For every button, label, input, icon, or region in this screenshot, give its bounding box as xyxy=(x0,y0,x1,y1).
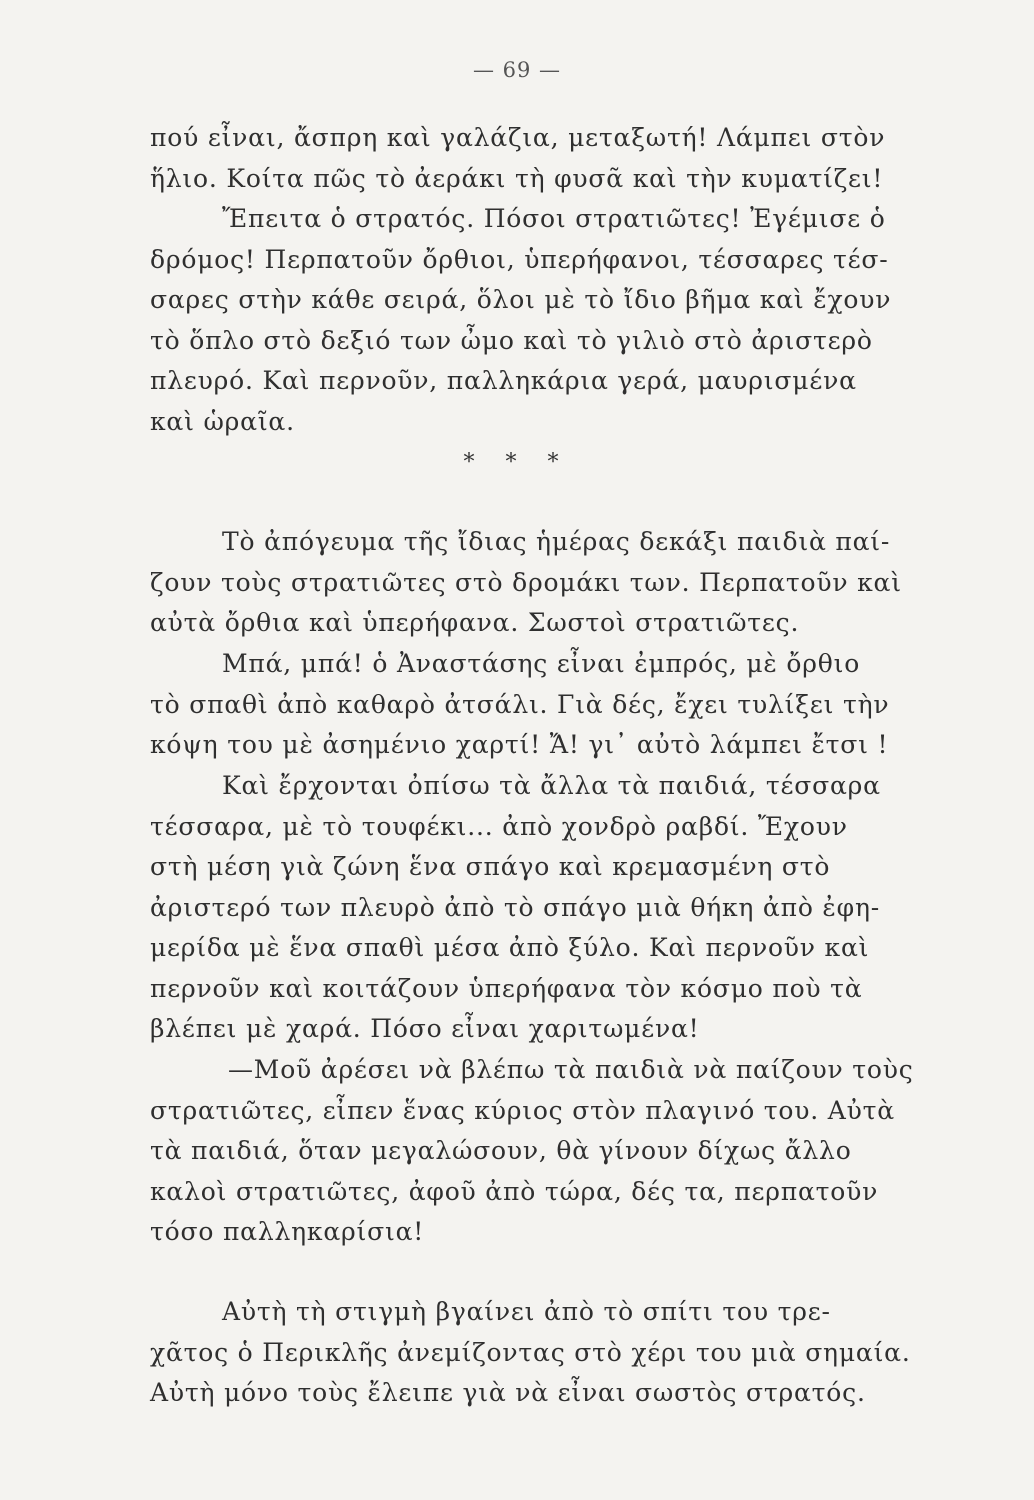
text-line: τὸ σπαθὶ ἀπὸ καθαρὸ ἀτσάλι. Γιὰ δές, ἔχει τυλίξει τὴν xyxy=(150,689,890,719)
text-line: σαρες στὴν κάθε σειρά, ὅλοι μὲ τὸ ἴδιο βῆμα καὶ ἔχουν xyxy=(150,285,892,314)
text-line: ζουν τοὺς στρατιῶτες στὸ δρομάκι των. Περπατοῦν καὶ xyxy=(150,567,902,597)
text-line: καλοὶ στρατιῶτες, ἀφοῦ ἀπὸ τώρα, δές τα, περπατοῦν xyxy=(150,1176,879,1206)
text-line: πού εἶναι, ἄσπρη καὶ γαλάζια, μεταξωτή! Λάμπει στὸν xyxy=(150,123,886,152)
text-line: —Μοῦ ἀρέσει νὰ βλέπω τὰ παιδιὰ νὰ παίζουν τοὺς xyxy=(228,1055,914,1084)
text-line: Αὐτὴ τὴ στιγμὴ βγαίνει ἀπὸ τὸ σπίτι του τρε- xyxy=(222,1297,831,1326)
text-line: στρατιῶτες, εἶπεν ἕνας κύριος στὸν πλαγινό του. Αὐτὰ xyxy=(150,1095,895,1125)
paragraph-6 xyxy=(150,1050,914,1253)
text-line: Μπά, μπά! ὁ Ἀναστάσης εἶναι ἐμπρός, μὲ ὄρθιο xyxy=(222,649,861,678)
text-line: ἀριστερό των πλευρὸ ἀπὸ τὸ σπάγο μιὰ θήκη ἀπὸ ἐφη- xyxy=(150,892,880,922)
text-line: τὰ παιδιά, ὅταν μεγαλώσουν, θὰ γίνουν δίχως ἄλλο xyxy=(150,1136,852,1165)
text-line: τόσο παλληκαρίσια! xyxy=(150,1217,425,1246)
text-line: τέσσαρα, μὲ τὸ τουφέκι... ἀπὸ χονδρὸ ραβδί. Ἔχουν xyxy=(150,811,848,841)
paragraph-3 xyxy=(150,522,910,644)
text-line: στὴ μέση γιὰ ζώνη ἕνα σπάγο καὶ κρεμασμένη στὸ xyxy=(150,852,831,881)
text-line: Καὶ ἔρχονται ὀπίσω τὰ ἄλλα τὰ παιδιά, τέσσαρα xyxy=(222,771,881,800)
text-line: καὶ ὡραῖα. xyxy=(150,406,295,436)
text-line: βλέπει μὲ χαρά. Πόσο εἶναι χαριτωμένα! xyxy=(150,1014,700,1043)
text-line: Ἔπειτα ὁ στρατός. Πόσοι στρατιῶτες! Ἐγέμισε ὁ xyxy=(222,204,886,233)
text-line: αὐτὰ ὄρθια καὶ ὑπερήφανα. Σωστοὶ στρατιῶτες. xyxy=(150,608,800,637)
text-line: Τὸ ἀπόγευμα τῆς ἴδιας ἡμέρας δεκάξι παιδιὰ παί- xyxy=(222,527,891,556)
text-line: μερίδα μὲ ἕνα σπαθὶ μέσα ἀπὸ ξύλο. Καὶ περνοῦν καὶ xyxy=(150,933,870,962)
paragraph-7 xyxy=(150,1292,910,1414)
text-line: τὸ ὅπλο στὸ δεξιό των ὦμο καὶ τὸ γιλιὸ στὸ ἀριστερὸ xyxy=(150,325,873,355)
section-separator: * * * xyxy=(463,450,571,475)
page-number: — 69 — xyxy=(472,58,562,82)
text-line: ἥλιο. Κοίτα πῶς τὸ ἀεράκι τὴ φυσᾶ καὶ τὴν κυματίζει! xyxy=(150,163,884,193)
text-line: περνοῦν καὶ κοιτάζουν ὑπερήφανα τὸν κόσμο ποὺ τὰ xyxy=(150,973,863,1003)
paragraph-2 xyxy=(150,199,910,442)
paragraph-5 xyxy=(150,766,910,1050)
text-line: χᾶτος ὁ Περικλῆς ἀνεμίζοντας στὸ χέρι του μιὰ σημαία. xyxy=(150,1337,911,1367)
text-line: δρόμος! Περπατοῦν ὄρθιοι, ὑπερήφανοι, τέσσαρες τέσ- xyxy=(150,244,889,274)
text-line: κόψη του μὲ ἀσημένιο χαρτί! Ἄ! γι᾽ αὐτὸ λάμπει ἔτσι ! xyxy=(150,730,889,759)
text-line: πλευρό. Καὶ περνοῦν, παλληκάρια γερά, μαυρισμένα xyxy=(150,366,857,395)
paragraph-4 xyxy=(150,644,910,766)
text-line: Αὐτὴ μόνο τοὺς ἔλειπε γιὰ νὰ εἶναι σωστὸς στρατός. xyxy=(150,1378,866,1407)
paragraph-1 xyxy=(150,118,910,199)
